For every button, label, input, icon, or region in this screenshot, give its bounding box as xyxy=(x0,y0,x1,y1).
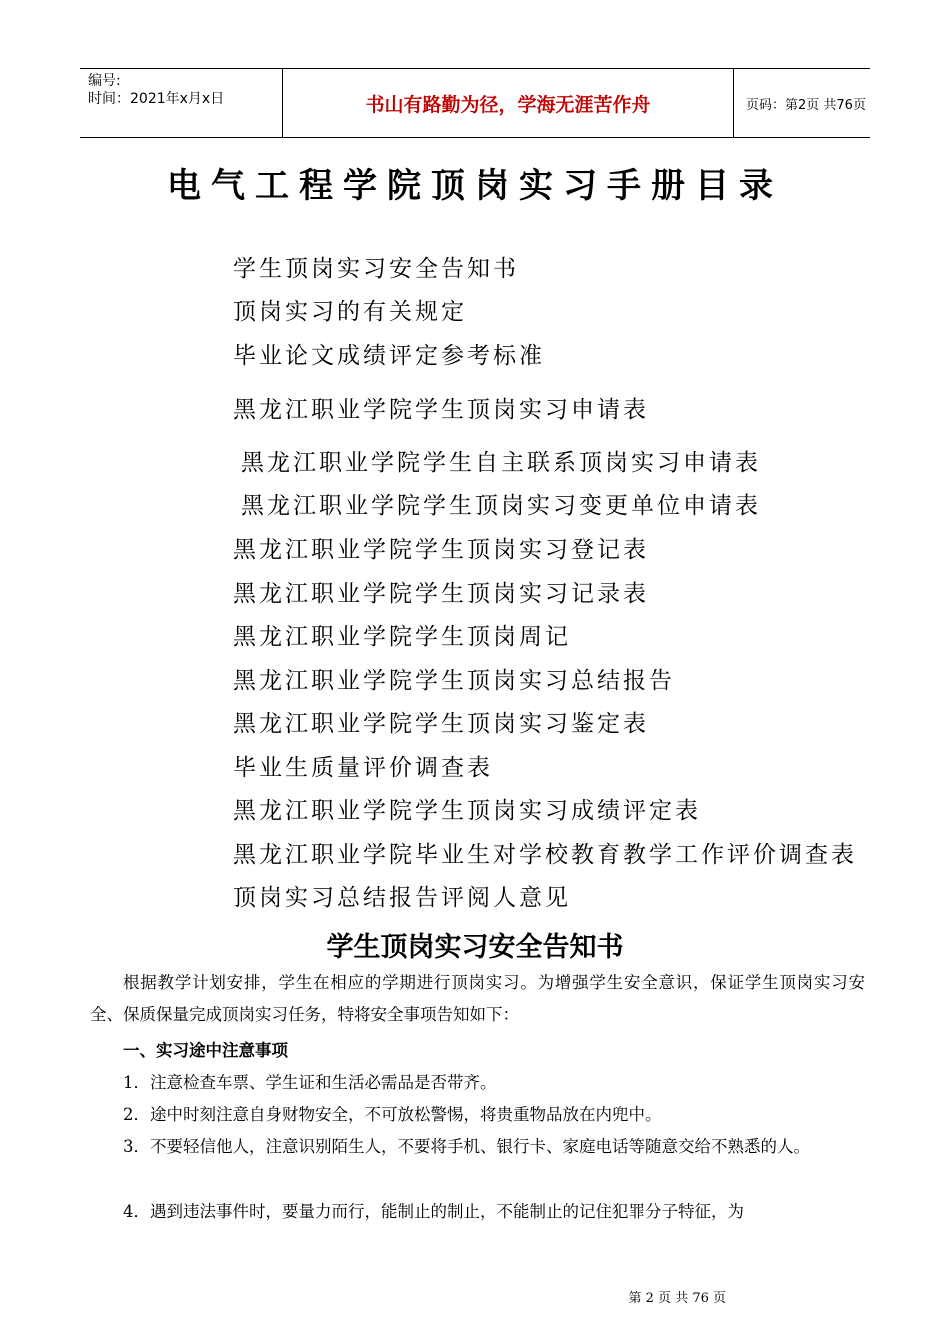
document-date-label: 时间：2021年x月x日 xyxy=(88,91,225,107)
toc-item: 黑龙江职业学院毕业生对学校教育教学工作评价调查表 xyxy=(233,842,857,868)
toc-item: 毕业生质量评价调查表 xyxy=(233,755,493,781)
page-footer: 第 2 页 共 76 页 xyxy=(628,1291,726,1306)
toc-item: 黑龙江职业学院学生自主联系顶岗实习申请表 xyxy=(241,450,761,476)
section-title: 学生顶岗实习安全告知书 xyxy=(326,932,624,963)
toc-item: 黑龙江职业学院学生顶岗周记 xyxy=(233,624,571,650)
toc-item: 黑龙江职业学院学生顶岗实习总结报告 xyxy=(233,668,675,694)
toc-item: 黑龙江职业学院学生顶岗实习记录表 xyxy=(233,581,649,607)
toc-item: 黑龙江职业学院学生顶岗实习登记表 xyxy=(233,537,649,563)
toc-item: 黑龙江职业学院学生顶岗实习成绩评定表 xyxy=(233,798,701,824)
header-page-number: 页码：第2页 共76页 xyxy=(746,97,866,113)
toc-item: 黑龙江职业学院学生顶岗实习鉴定表 xyxy=(233,711,649,737)
notice-item: 4．遇到违法事件时，要量力而行，能制止的制止，不能制止的记住犯罪分子特征，为 xyxy=(123,1202,744,1221)
page-header xyxy=(80,68,870,138)
toc-item: 顶岗实习总结报告评阅人意见 xyxy=(233,885,571,911)
notice-item: 1．注意检查车票、学生证和生活必需品是否带齐。 xyxy=(123,1073,497,1092)
notice-item: 2．途中时刻注意自身财物安全，不可放松警惕，将贵重物品放在内兜中。 xyxy=(123,1105,662,1124)
toc-item: 毕业论文成绩评定参考标准 xyxy=(233,343,545,369)
document-number-label: 编号: xyxy=(88,73,121,89)
header-motto: 书山有路勤为径，学海无涯苦作舟 xyxy=(282,69,734,137)
toc-item: 顶岗实习的有关规定 xyxy=(233,299,467,325)
section-intro-paragraph: 根据教学计划安排，学生在相应的学期进行顶岗实习。为增强学生安全意识，保证学生顶岗实习安全、保质保量完成顶岗实习任务，特将安全事项告知如下： xyxy=(90,973,865,1024)
document-title: 电气工程学院顶岗实习手册目录 xyxy=(167,166,783,206)
section-subheading: 一、实习途中注意事项 xyxy=(123,1041,288,1060)
toc-item: 黑龙江职业学院学生顶岗实习变更单位申请表 xyxy=(241,493,761,519)
notice-item: 3．不要轻信他人，注意识别陌生人，不要将手机、银行卡、家庭电话等随意交给不熟悉的人。 xyxy=(123,1137,810,1156)
toc-item: 黑龙江职业学院学生顶岗实习申请表 xyxy=(233,397,649,423)
toc-item: 学生顶岗实习安全告知书 xyxy=(233,256,519,282)
header-left-cell xyxy=(80,69,280,137)
